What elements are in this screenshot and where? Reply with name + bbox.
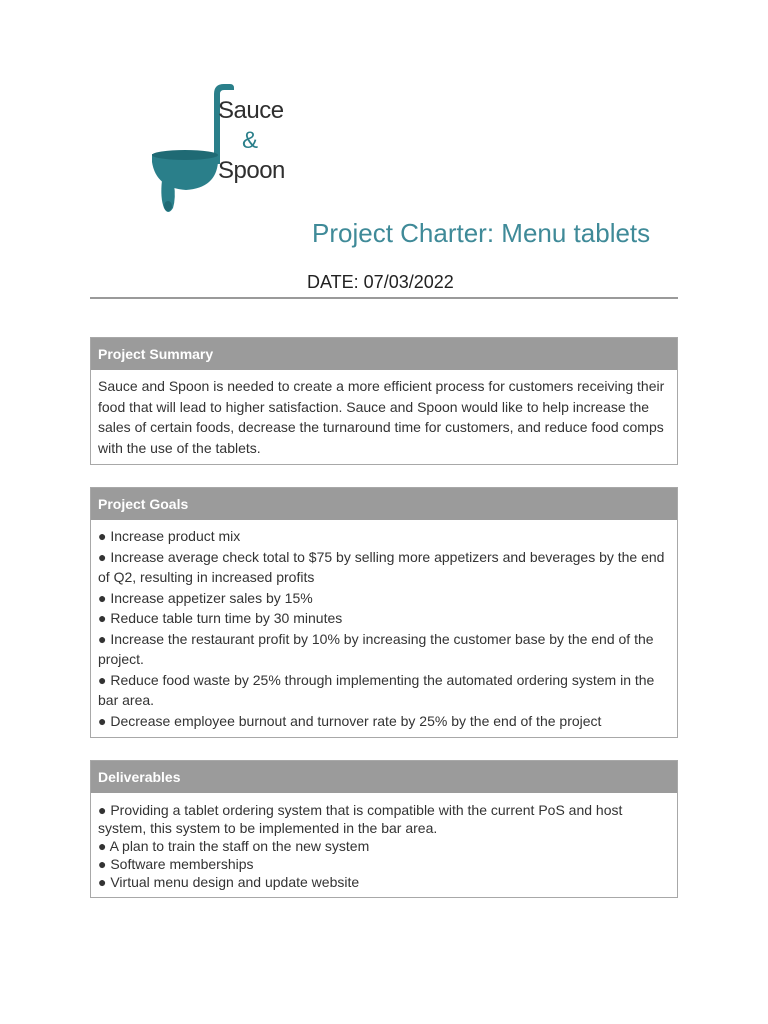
list-item: ● Increase product mix xyxy=(98,528,241,544)
page-title: Project Charter: Menu tablets xyxy=(312,218,651,248)
logo-line-amp: & xyxy=(242,127,258,154)
list-item: ● Reduce table turn time by 30 minutes xyxy=(98,610,343,626)
logo-wordmark xyxy=(218,96,285,186)
deliverables-section xyxy=(90,760,678,898)
logo-line-spoon: Spoon xyxy=(218,157,285,184)
list-item: ● Providing a tablet ordering system that is compatible with the current PoS and host system, this system to be implemented in the bar area. xyxy=(98,802,623,836)
logo-line-sauce: Sauce xyxy=(218,97,284,124)
list-item: ● Reduce food waste by 25% through implementing the automated ordering system in the bar area. xyxy=(98,671,655,708)
project-summary-section xyxy=(90,337,678,465)
section-heading: Project Goals xyxy=(91,488,677,520)
section-heading: Project Summary xyxy=(91,338,677,370)
list-item: ● Software memberships xyxy=(98,856,254,872)
list-item: ● Increase appetizer sales by 15% xyxy=(98,589,313,606)
summary-text: Sauce and Spoon is needed to create a more efficient process for customers receiving their food that will lead to higher satisfaction. Sauce and Spoon would like to help increase the sales of certain foods, decrease the turnaround time for customers, and reduce food comps with the use of the tablets. xyxy=(98,378,665,456)
list-item: ● A plan to train the staff on the new system xyxy=(98,838,370,854)
list-item: ● Decrease employee burnout and turnover rate by 25% by the end of the project xyxy=(98,712,602,729)
project-goals-section xyxy=(90,487,678,738)
header-divider xyxy=(90,297,678,299)
list-item: ● Virtual menu design and update website xyxy=(98,874,360,890)
document-date: DATE: 07/03/2022 xyxy=(307,272,454,292)
list-item: ● Increase average check total to $75 by selling more appetizers and beverages by the end of Q2, resulting in increased profits xyxy=(98,548,665,585)
section-heading: Deliverables xyxy=(91,761,677,793)
list-item: ● Increase the restaurant profit by 10% by increasing the customer base by the end of the project. xyxy=(98,630,654,667)
